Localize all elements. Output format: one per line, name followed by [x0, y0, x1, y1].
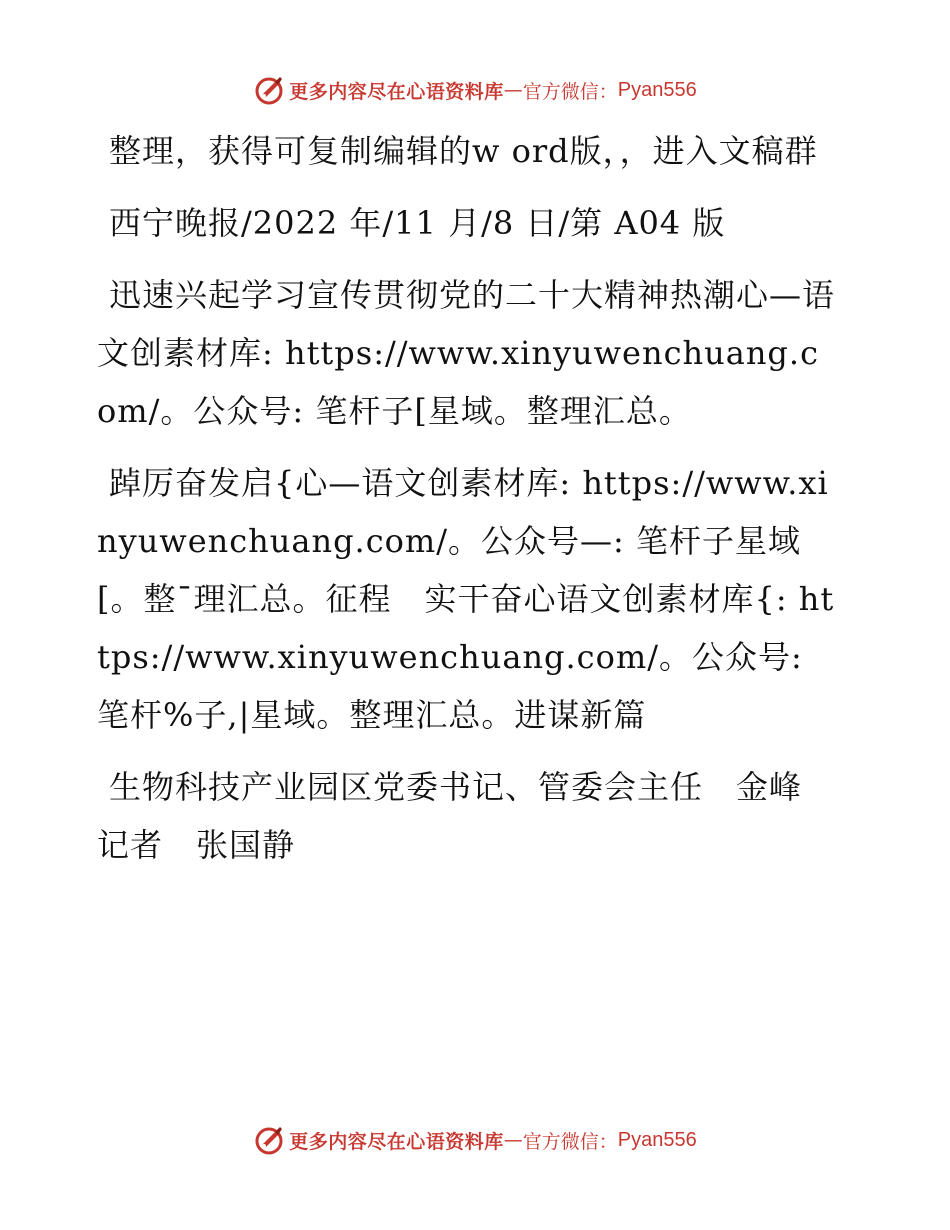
- paragraph-source: 西宁晚报/2022 年/11 月/8 日/第 A04 版: [109, 204, 726, 242]
- banner-wechat-id: Pyan556: [617, 78, 697, 101]
- brand-logo-icon: [253, 74, 285, 106]
- banner-dash: —: [503, 1129, 523, 1151]
- banner-dash: —: [503, 79, 523, 101]
- paragraph-byline: 生物科技产业园区党委书记、管委会主任 金峰 记者 张国静: [97, 768, 836, 864]
- banner-tagline: 更多内容尽在心语资料库: [289, 1130, 504, 1153]
- document-body: [97, 122, 837, 888]
- paragraph-headline: 迅速兴起学习宣传贯彻党的二十大精神热潮心—语文创素材库: https://www.xinyuwenchuang.com/。公众号: 笔杆子[星域。整理汇总。: [97, 276, 836, 430]
- banner-tagline: 更多内容尽在心语资料库: [289, 80, 504, 103]
- header-banner: [0, 70, 950, 110]
- paragraph-subheadline: 踔厉奋发启{心—语文创素材库: https://www.xinyuwenchuang.com/。公众号—: 笔杆子星域[。整¯理汇总。征程 实干奋心语文创素材库{: https://www.xinyuwenchuang.com/。公众号: 笔杆%子,|星域。整理汇总。进谋新篇: [97, 464, 835, 734]
- banner-wechat-label: 官方微信：: [522, 80, 618, 103]
- banner-wechat-id: Pyan556: [617, 1128, 697, 1151]
- footer-banner: [0, 1120, 950, 1160]
- banner-wechat-label: 官方微信：: [522, 1130, 618, 1153]
- brand-logo-icon: [253, 1124, 285, 1156]
- paragraph-intro: 整理，获得可复制编辑的w ord版，，进入文稿群: [109, 132, 818, 170]
